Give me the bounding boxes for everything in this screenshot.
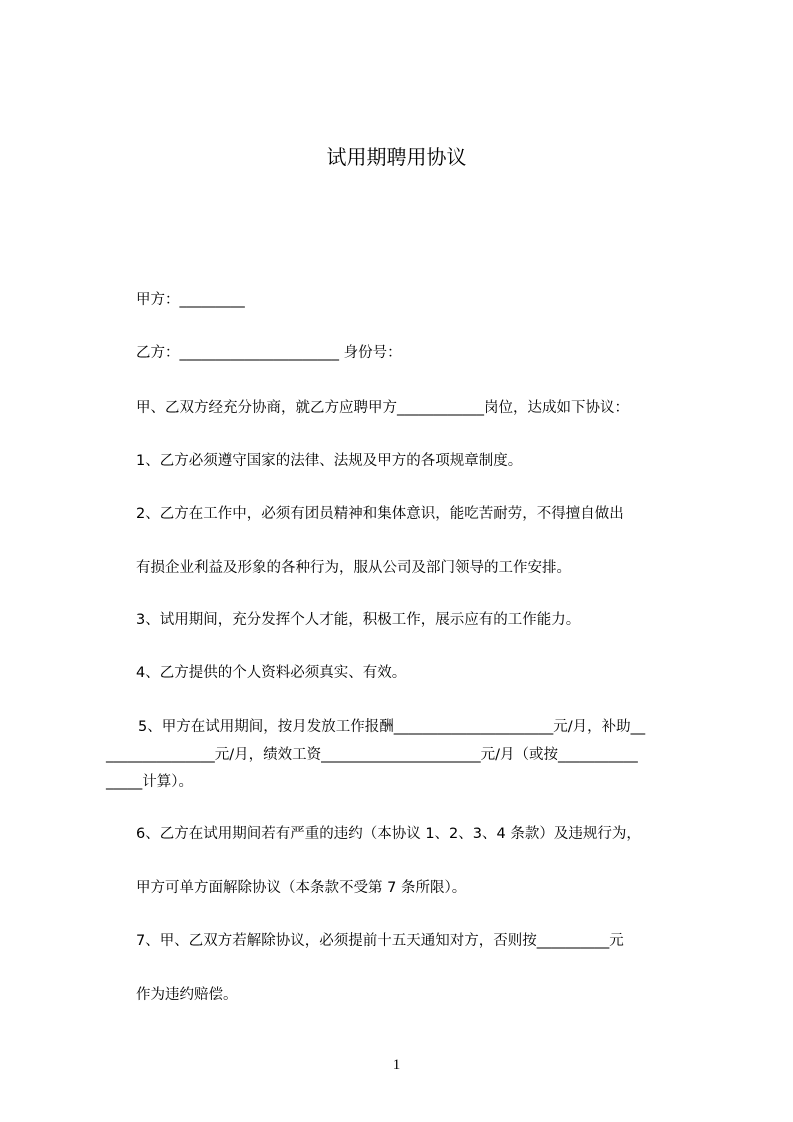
agreement-intro: 甲、乙双方经充分协商，就乙方应聘甲方____________岗位，达成如下协议： [136,400,629,416]
clause-5-line-3: _____计算）。 [106,774,193,790]
clause-6-line-1: 6、乙方在试用期间若有严重的违约（本协议 1、2、3、4 条款）及违规行为， [136,826,641,842]
clause-1: 1、乙方必须遵守国家的法律、法规及甲方的各项规章制度。 [136,453,523,469]
clause-2-line-2: 有损企业利益及形象的各种行为，服从公司及部门领导的工作安排。 [136,560,571,576]
clause-7-line-2: 作为违约赔偿。 [136,987,238,1003]
party-a-line: 甲方：_________ [136,292,245,308]
clause-4: 4、乙方提供的个人资料必须真实、有效。 [136,665,407,681]
clause-3: 3、试用期间，充分发挥个人才能，积极工作，展示应有的工作能力。 [136,612,581,628]
document-title: 试用期聘用协议 [326,145,467,169]
clause-5-line-1: 5、甲方在试用期间，按月发放工作报酬______________________元/月，补助__ [138,719,646,735]
page-number: 1 [392,1057,401,1073]
party-b-line: 乙方：______________________ 身份号： [136,345,402,361]
clause-5-line-2: _______________元/月，绩效工资______________________元/月（或按___________ [106,747,638,763]
clause-7-line-1: 7、甲、乙双方若解除协议，必须提前十五天通知对方，否则按__________元 [136,933,624,949]
clause-6-line-2: 甲方可单方面解除协议（本条款不受第 7 条所限）。 [136,880,467,896]
clause-2-line-1: 2、乙方在工作中，必须有团员精神和集体意识，能吃苦耐劳，不得擅自做出 [136,506,624,522]
